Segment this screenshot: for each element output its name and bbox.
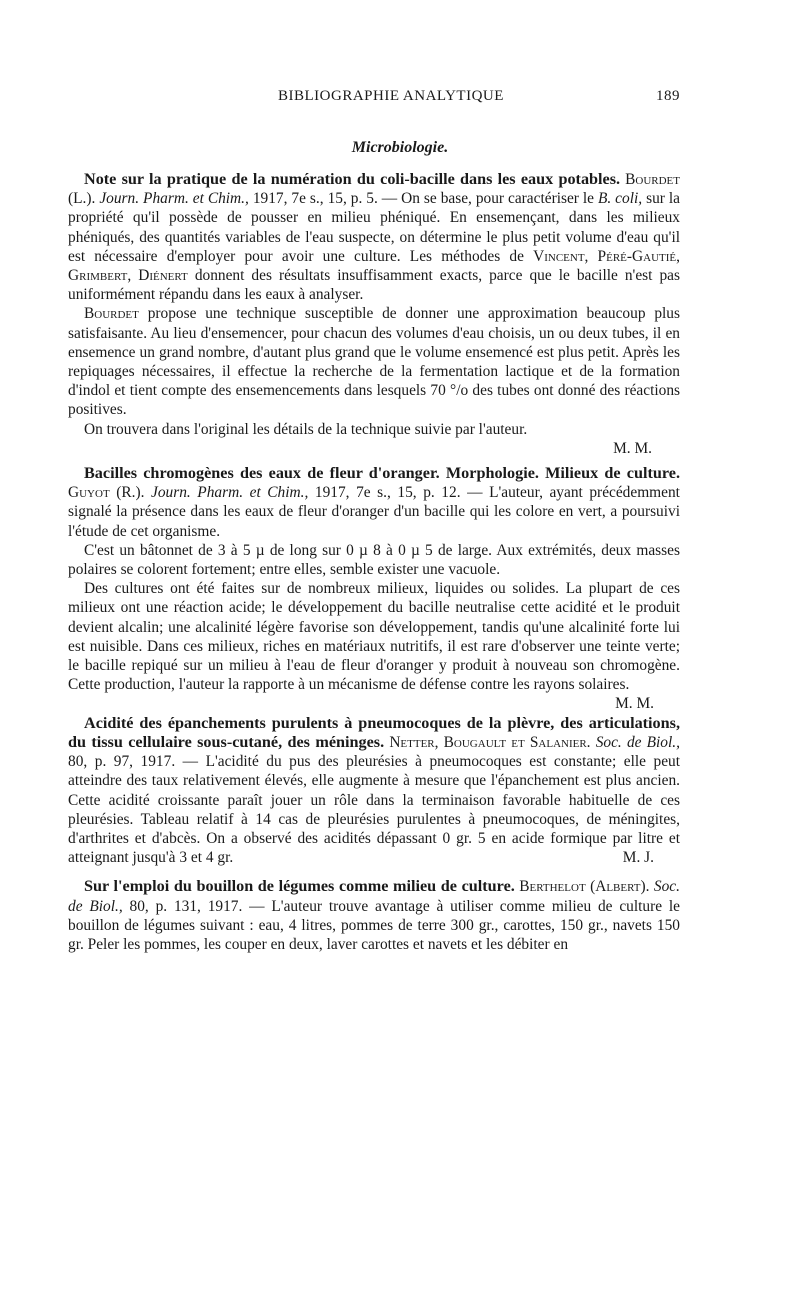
article-1-para-2: [68, 304, 680, 419]
article-3-author: Netter, Bougault et Salanier.: [389, 733, 591, 751]
article-2-author: Guyot (R.).: [68, 484, 145, 502]
article-1-text-1: On se base, pour caractériser le: [401, 190, 594, 208]
article-1-para-1: [68, 170, 680, 304]
article-4-title: Sur l'emploi du bouillon de légumes comme milieu de culture.: [84, 877, 515, 896]
article-1-ref: 1917, 7e s., 15, p. 5. —: [252, 190, 398, 208]
article-4-text-1: L'auteur trouve avantage à utiliser comme milieu de culture le bouillon de légumes suivant : eau, 4 litres, pommes de terre 300 gr., carottes, 150 gr., navets 150 gr. Peler les pommes, les couper en deux, laver carottes et navets et les débiter en: [68, 897, 680, 953]
article-4-para-1: [68, 877, 680, 954]
article-3: [68, 714, 680, 868]
article-2-text-1: L'auteur, ayant précédemment signalé la présence dans les eaux de fleur d'oranger d'un bacille qui les colore en vert, a poursuivi l'étude de cet organisme.: [68, 484, 680, 540]
article-2-para-1: [68, 464, 680, 541]
article-2-title: Bacilles chromogènes des eaux de fleur d'oranger. Morphologie. Milieux de culture.: [84, 464, 680, 483]
article-2-para-2: C'est un bâtonnet de 3 à 5 µ de long sur 0 µ 8 à 0 µ 5 de large. Aux extrémités, deux masses polaires se colorent fortement; entre elles, semble exister une vacuole.: [68, 541, 680, 579]
article-2-signature: M. M.: [615, 695, 654, 713]
article-4: [68, 877, 680, 954]
article-1-names: Vincent, Péré-Gautié, Grimbert, Diénert: [68, 247, 680, 285]
article-2-journal: Journ. Pharm. et Chim.,: [151, 484, 309, 502]
article-1: [68, 170, 680, 458]
article-4-ref: 80, p. 131, 1917. —: [129, 897, 265, 915]
running-title: BIBLIOGRAPHIE ANALYTIQUE: [278, 88, 504, 104]
section-title: Microbiologie.: [351, 139, 449, 156]
article-1-para-2-text: propose une technique susceptible de donner une approximation beaucoup plus satisfaisante. Au lieu d'ensemencer, pour chacun des volumes d'eau choisis, un ou deux tubes, il en ensemence un grand nombre, d'autant plus grand que le volume ensemencé est plus petit. Après les repiquages nécessaires, il effectue la recherche de la fermentation lactique et de la formation d'indol et tient compte des ensemencements dans lesquels 70 °/o des tubes ont donné des réactions positives.: [68, 305, 680, 419]
article-4-journal: Soc. de Biol.,: [68, 878, 680, 915]
article-2-para-3-text: Des cultures ont été faites sur de nombreux milieux, liquides ou solides. La plupart de ces milieux ont une réaction acide; le développement du bacille neutralise cette acidité et le produit devient alcalin; une alcalinité légère favorise son développement, tandis qu'une alcalinité forte lui est nuisible. Dans ces milieux, riches en matériaux nutritifs, il est rare d'observer une teinte verte; le bacille repiqué sur un milieu à l'eau de fleur d'oranger y produit à nouveau son chromogène. Cette production, l'auteur la rapporte à un mécanisme de défense contre les rayons solaires.: [68, 580, 680, 694]
article-2-para-3: [68, 579, 680, 713]
article-1-journal: Journ. Pharm. et Chim.,: [99, 190, 249, 208]
article-4-author: Berthelot (Albert).: [519, 878, 650, 896]
page-number: 189: [656, 88, 680, 104]
article-3-ref: 80, p. 97, 1917. —: [68, 753, 199, 771]
article-1-signature: M. M.: [613, 439, 652, 457]
article-1-text-2: sur la propriété qu'il possède de pousser en milieu phéniqué. En ensemençant, dans les milieux phéniqués, des quantités variables de l'eau suspecte, on détermine le plus petit volume d'eau qu'il est nécessaire d'employer pour avoir une culture. Les méthodes de: [68, 190, 680, 265]
article-2-ref: 1917, 7e s., 15, p. 12. —: [314, 484, 483, 502]
article-3-text-1: L'acidité du pus des pleurésies à pneumocoques est constante; elle peut atteindre des taux relativement élevés, elle augmente à mesure que l'épanchement est plus ancien. Cette acidité croissante paraît jouer un rôle dans la terminaison favorable habituelle de ces pleurésies. Tableau relatif à 14 cas de pleurésies purulentes à pneumocoques, de méningites, d'arthrites et d'abcès. On a observé des acidités dépassant 0 gr. 5 en acide formique par litre et atteignant jusqu'à 3 et 4 gr.: [68, 753, 680, 867]
article-1-author: Bourdet (L.).: [68, 171, 680, 208]
article-3-signature: M. J.: [622, 849, 654, 867]
article-1-para-2-name: Bourdet: [84, 305, 139, 323]
article-2: [68, 464, 680, 713]
article-1-text-3: donnent des résultats insuffisamment exacts, parce que le bacille n'est pas uniformément répandu dans les eaux à analyser.: [68, 267, 680, 304]
article-1-para-3: On trouvera dans l'original les détails de la technique suivie par l'auteur.: [84, 420, 528, 438]
document-body: [68, 170, 680, 954]
article-3-journal: Soc. de Biol.,: [595, 733, 680, 751]
article-1-species: B. coli,: [597, 190, 643, 208]
article-3-title: Acidité des épanchements purulents à pneumocoques de la plèvre, des articulations, du tissu cellulaire sous-cutané, des méninges.: [68, 713, 680, 751]
article-1-title: Note sur la pratique de la numération du coli-bacille dans les eaux potables.: [84, 170, 621, 188]
article-3-para-1: [68, 714, 680, 868]
